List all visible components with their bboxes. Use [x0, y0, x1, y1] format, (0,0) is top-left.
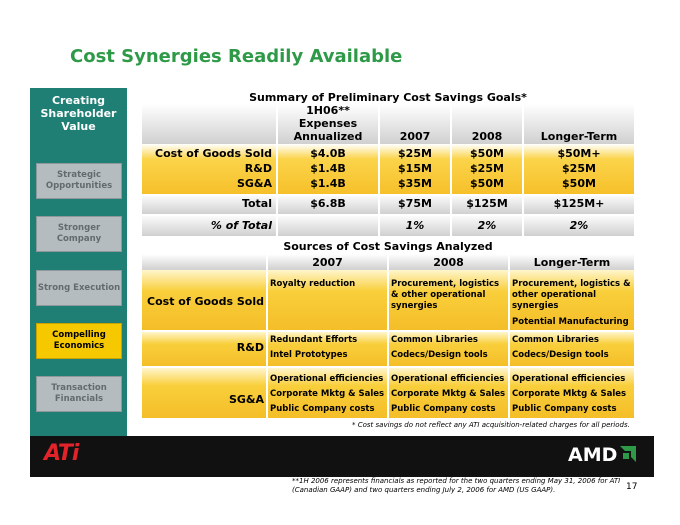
summary-cell: $4.0B [310, 147, 346, 160]
sidebar-item-compelling-economics[interactable]: Compelling Economics [36, 323, 122, 359]
footer-band [30, 436, 654, 477]
sources-cell: Codecs/Design tools [391, 350, 488, 360]
sources-cell: Corporate Mktg & Sales [391, 389, 506, 399]
sources-cell: Procurement, logistics & other operational synergies [391, 279, 500, 311]
sidebar-item-stronger-company[interactable]: Stronger Company [36, 216, 122, 252]
sources-cell: Corporate Mktg & Sales [512, 389, 627, 399]
sources-cell: Public Company costs [512, 404, 617, 414]
summary-cell: $1.4B [310, 177, 346, 190]
summary-cell: $50M+ [557, 147, 601, 160]
summary-header-2008: 2008 [471, 130, 503, 143]
sources-header-2007: 2007 [312, 256, 343, 269]
summary-cell: $75M [398, 197, 432, 210]
summary-cell: $25M [398, 147, 432, 160]
summary-cell: 2% [569, 219, 589, 232]
sources-cell: Redundant Efforts [270, 335, 358, 345]
summary-cell: $125M+ [553, 197, 605, 210]
summary-total-label: Total [241, 197, 272, 210]
sources-cell: Procurement, logistics & other operational synergies [512, 279, 631, 311]
ati-logo: ATi [44, 441, 79, 466]
sources-header-longer-term: Longer-Term [533, 256, 611, 269]
sidebar-header: Creating Shareholder Value [40, 94, 117, 133]
sources-cell: Operational efficiencies [270, 374, 384, 384]
summary-cell: 2% [477, 219, 497, 232]
summary-cell: $25M [470, 162, 504, 175]
summary-row-label: Cost of Goods Sold [155, 147, 272, 160]
summary-cell: $50M [470, 147, 504, 160]
summary-cell: $35M [398, 177, 432, 190]
sources-row-label-rd: R&D [236, 341, 264, 354]
footnote-1h2006: **1H 2006 represents financials as reported for the two quarters ending May 31, 2006 for ATI (Canadian GAAP) and two quarters ending July 2, 2006 for AMD (US GAAP). [292, 477, 621, 494]
amd-logo: AMD [568, 444, 618, 466]
sources-cell: Operational efficiencies [512, 374, 626, 384]
sources-row-label-cogs: Cost of Goods Sold [147, 295, 264, 308]
sources-cell: Common Libraries [512, 335, 599, 345]
summary-percent-label: % of Total [210, 219, 272, 232]
sources-cell: Corporate Mktg & Sales [270, 389, 385, 399]
summary-cell: 1% [405, 219, 425, 232]
sources-cell: Intel Prototypes [270, 350, 348, 360]
summary-cell: $15M [398, 162, 432, 175]
summary-header-longer-term: Longer-Term [540, 130, 618, 143]
sidebar-item-strategic-opportunities[interactable]: Strategic Opportunities [36, 163, 122, 199]
page-number: 17 [626, 482, 638, 492]
sources-title: Sources of Cost Savings Analyzed [283, 240, 493, 253]
summary-row-label: R&D [244, 162, 272, 175]
summary-cell: $25M [562, 162, 596, 175]
summary-header-2007: 2007 [399, 130, 431, 143]
sources-cell: Operational efficiencies [391, 374, 505, 384]
summary-row-label: SG&A [236, 177, 272, 190]
summary-cell: $1.4B [310, 162, 346, 175]
sidebar-item-transaction-financials[interactable]: Transaction Financials [36, 376, 122, 412]
footnote-cost-savings: * Cost savings do not reflect any ATI acquisition-related charges for all periods. [352, 421, 630, 429]
sources-header-2008: 2008 [433, 256, 464, 269]
sources-cell: Codecs/Design tools [512, 350, 609, 360]
slide-title: Cost Synergies Readily Available [70, 46, 403, 67]
summary-cell: $6.8B [310, 197, 346, 210]
sources-cell: Common Libraries [391, 335, 478, 345]
summary-cell: $50M [562, 177, 596, 190]
summary-cell: $50M [470, 177, 504, 190]
sources-cell: Royalty reduction [270, 279, 356, 289]
summary-title: Summary of Preliminary Cost Savings Goals* [249, 91, 527, 104]
summary-header-1h06: 1H06** Expenses Annualized [293, 104, 363, 143]
sources-cell: Public Company costs [391, 404, 496, 414]
sources-cell: Public Company costs [270, 404, 375, 414]
sources-cell: Potential Manufacturing [512, 317, 629, 327]
sidebar-item-strong-execution[interactable]: Strong Execution [36, 270, 122, 306]
amd-arrow-icon [618, 446, 636, 464]
summary-cell: $125M [466, 197, 508, 210]
sources-row-label-sga: SG&A [228, 393, 264, 406]
